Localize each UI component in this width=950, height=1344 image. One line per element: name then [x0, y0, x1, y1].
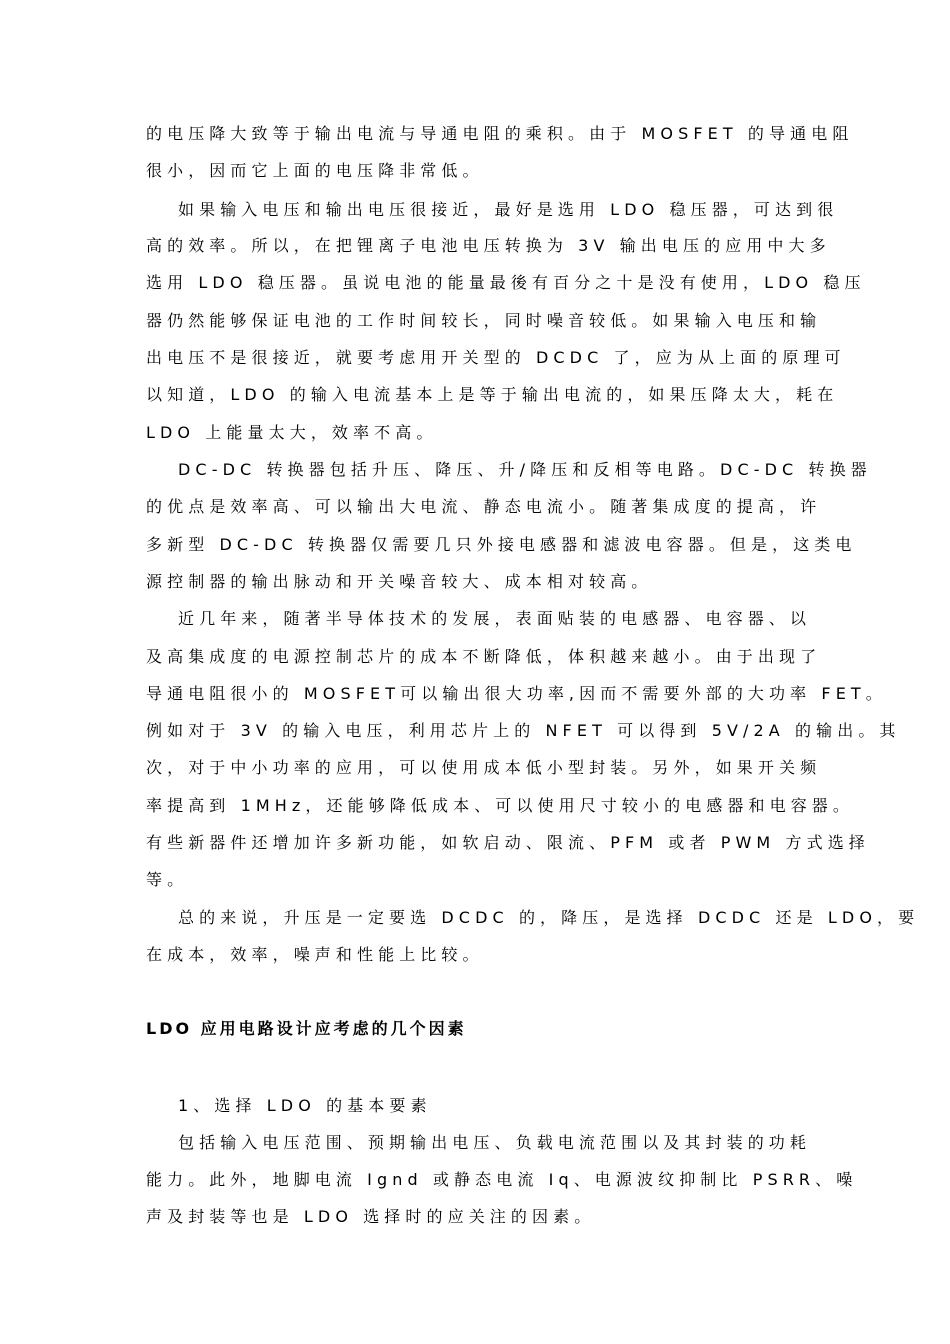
paragraph-line: 在成本，效率，噪声和性能上比较。 — [146, 945, 484, 964]
paragraph-line: 很小，因而它上面的电压降非常低。 — [146, 161, 484, 180]
paragraph-line: 率提高到 1MHz，还能够降低成本、可以使用尺寸较小的电感器和电容器。 — [146, 796, 855, 815]
paragraph-line: DC-DC 转换器包括升压、降压、升/降压和反相等电路。DC-DC 转换器 — [178, 460, 872, 479]
paragraph-line: 器仍然能够保证电池的工作时间较长，同时噪音较低。如果输入电压和输 — [146, 311, 822, 330]
paragraph-line: 总的来说，升压是一定要选 DCDC 的，降压，是选择 DCDC 还是 LDO，要 — [178, 908, 920, 927]
paragraph-line: 以知道，LDO 的输入电流基本上是等于输出电流的，如果压降太大，耗在 — [146, 385, 839, 404]
paragraph-line: 多新型 DC-DC 转换器仅需要几只外接电感器和滤波电容器。但是，这类电 — [146, 535, 857, 554]
paragraph-line: 次，对于中小功率的应用，可以使用成本低小型封装。另外，如果开关频 — [146, 758, 822, 777]
paragraph-line: 声及封装等也是 LDO 选择时的应关注的因素。 — [146, 1207, 596, 1226]
paragraph-line: 的电压降大致等于输出电流与导通电阻的乘积。由于 MOSFET 的导通电阻 — [146, 124, 854, 143]
paragraph-line: 如果输入电压和输出电压很接近，最好是选用 LDO 稳压器，可达到很 — [178, 200, 839, 219]
paragraph-line: 能力。此外，地脚电流 Ignd 或静态电流 Iq、电源波纹抑制比 PSRR、噪 — [146, 1170, 858, 1189]
paragraph-line: 近几年来，随著半导体技术的发展，表面贴装的电感器、电容器、以 — [178, 609, 812, 628]
paragraph-line: 有些新器件还增加许多新功能，如软启动、限流、PFM 或者 PWM 方式选择 — [146, 833, 870, 852]
subsection-title: 1、选择 LDO 的基本要素 — [178, 1096, 432, 1115]
paragraph-line: 及高集成度的电源控制芯片的成本不断降低，体积越来越小。由于出现了 — [146, 647, 822, 666]
paragraph-line: 源控制器的输出脉动和开关噪音较大、成本相对较高。 — [146, 572, 653, 591]
section-heading: LDO 应用电路设计应考虑的几个因素 — [146, 1019, 467, 1038]
paragraph-line: 高的效率。所以，在把锂离子电池电压转换为 3V 输出电压的应用中大多 — [146, 236, 831, 255]
paragraph-line: 选用 LDO 稳压器。虽说电池的能量最後有百分之十是没有使用，LDO 稳压 — [146, 273, 866, 292]
paragraph-line: 导通电阻很小的 MOSFET可以输出很大功率,因而不需要外部的大功率 FET。 — [146, 684, 887, 703]
paragraph-line: 等。 — [146, 870, 189, 889]
paragraph-line: 包括输入电压范围、预期输出电压、负载电流范围以及其封装的功耗 — [178, 1133, 812, 1152]
paragraph-line: 的优点是效率高、可以输出大电流、静态电流小。随著集成度的提高，许 — [146, 497, 822, 516]
paragraph-line: LDO 上能量太大，效率不高。 — [146, 423, 438, 442]
paragraph-line: 例如对于 3V 的输入电压，利用芯片上的 NFET 可以得到 5V/2A 的输出。其 — [146, 721, 901, 740]
paragraph-line: 出电压不是很接近，就要考虑用开关型的 DCDC 了，应为从上面的原理可 — [146, 348, 846, 367]
